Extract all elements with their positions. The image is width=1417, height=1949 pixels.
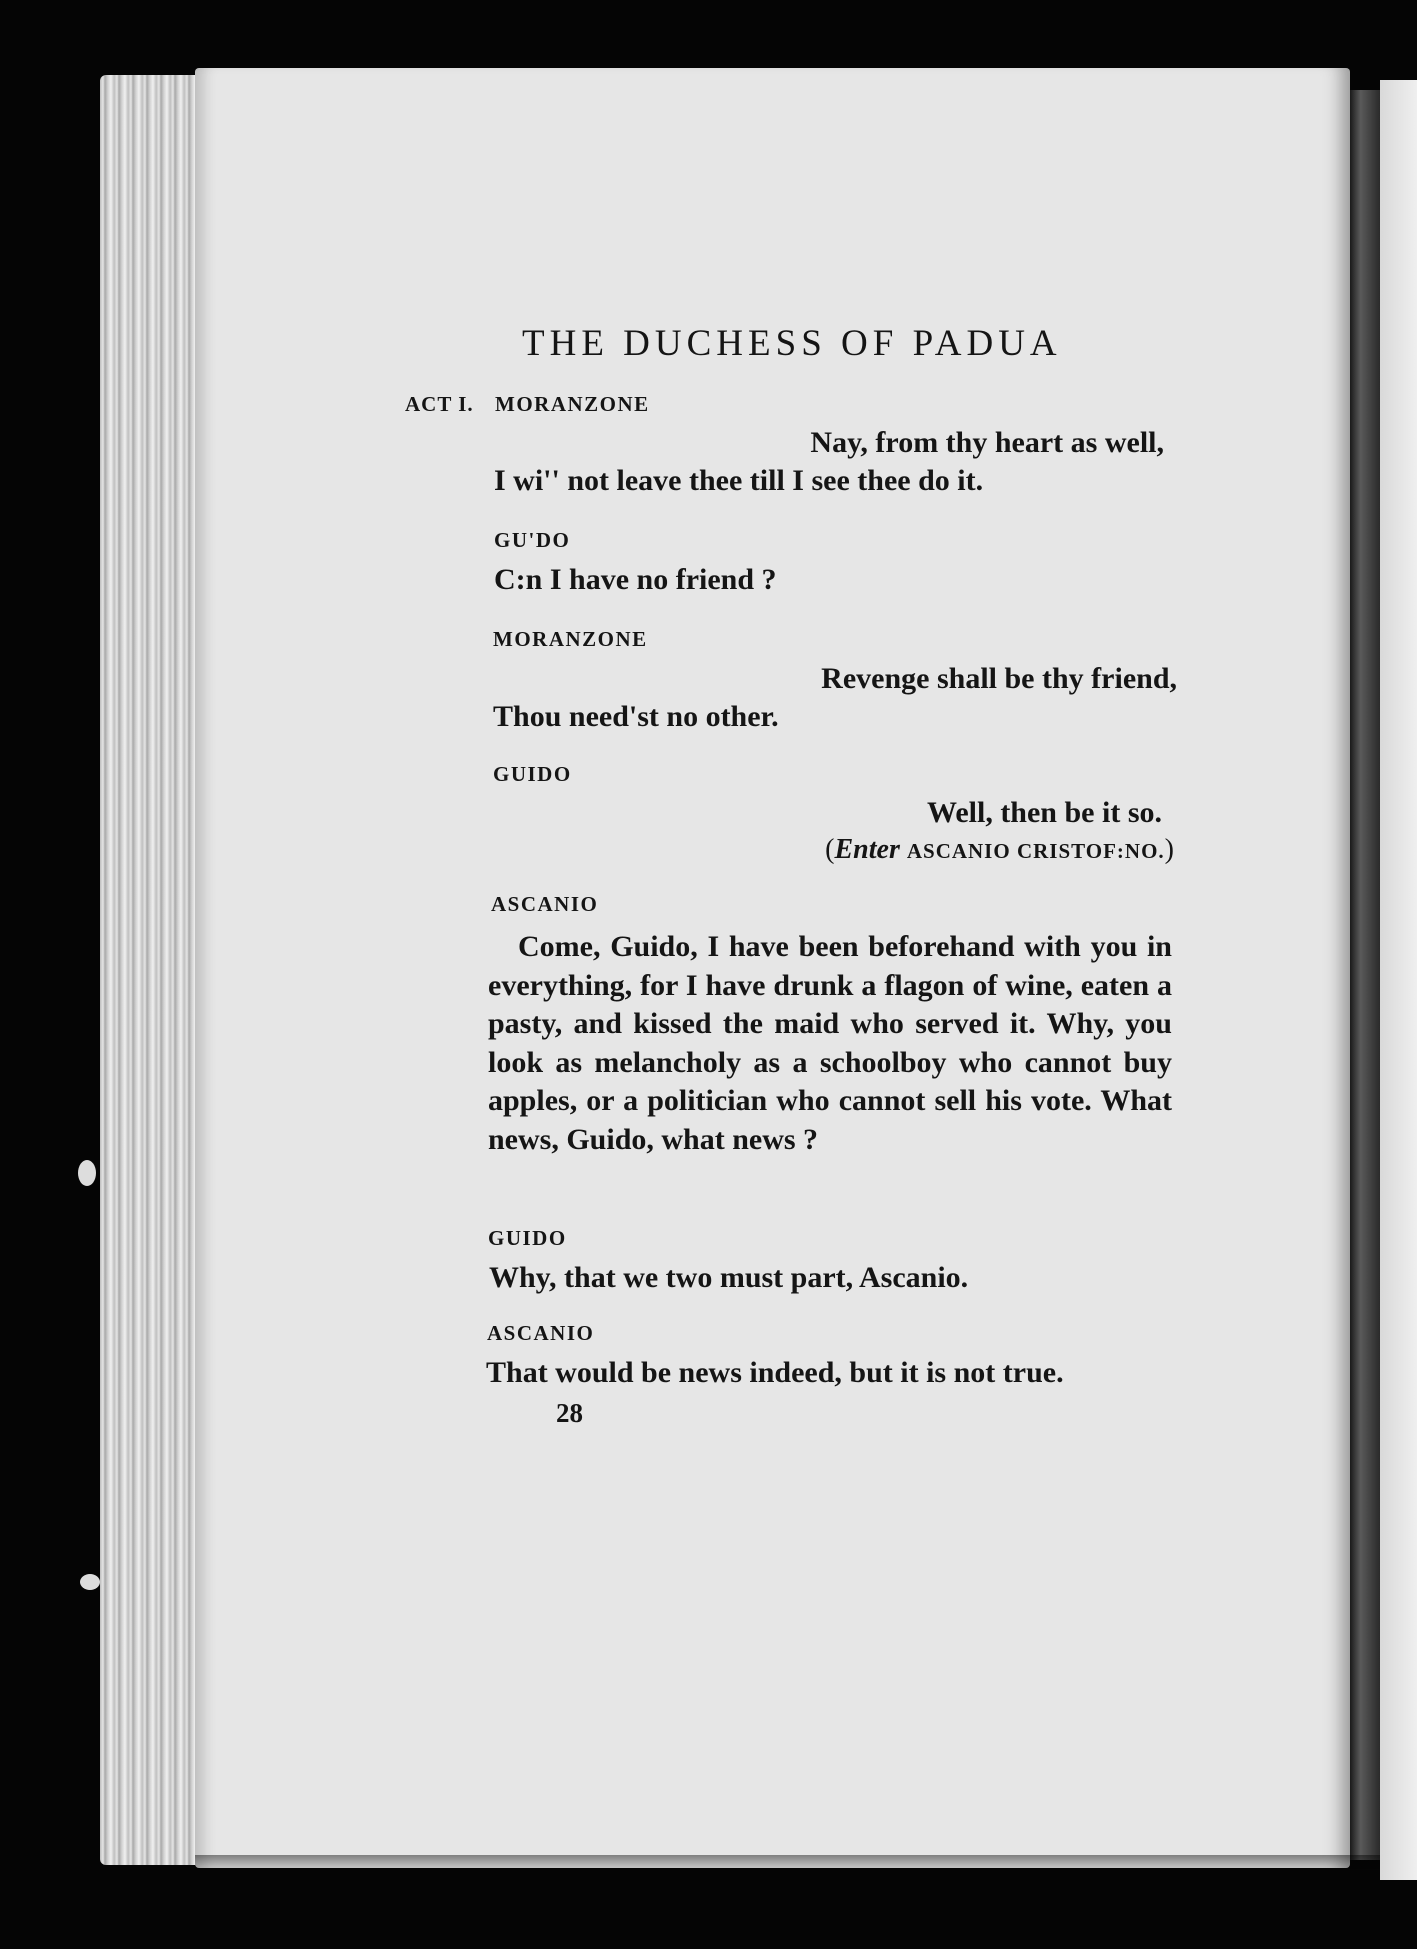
page-bottom-shadow	[195, 1855, 1380, 1873]
prose-paragraph: Come, Guido, I have been beforehand with you in everything, for I have drunk a flagon of wine, eaten a pasty, and kissed the maid who served it. Why, you look as melancholy as a schoolboy who cannot buy apples, or a politician who cannot sell his vote. What news, Guido, what news ?	[488, 930, 1172, 1156]
verse-line: I wi'' not leave thee till I see thee do it.	[494, 464, 984, 497]
verse-line: Why, that we two must part, Ascanio.	[489, 1261, 969, 1294]
verse-line: That would be news indeed, but it is not true.	[486, 1356, 1064, 1389]
verse-line: Revenge shall be thy friend,	[821, 662, 1177, 695]
stage-direction-names: ASCANIO CRISTOF:NO.	[906, 839, 1165, 863]
scan-speck	[78, 1160, 96, 1186]
speaker-name: GUIDO	[493, 762, 572, 786]
speaker-name: ASCANIO	[487, 1321, 595, 1345]
speaker-name: GUIDO	[488, 1226, 567, 1250]
speaker-name: GU'DO	[494, 528, 571, 552]
verse-line: Well, then be it so.	[926, 796, 1162, 829]
scan-speck	[80, 1574, 100, 1590]
stage-direction-verb: Enter	[834, 834, 900, 865]
stage-direction	[825, 834, 1174, 866]
stage-direction-close: )	[1164, 834, 1174, 865]
page-number: 28	[556, 1398, 583, 1428]
stage-direction-open: (	[825, 834, 835, 865]
speaker-name: ASCANIO	[491, 892, 599, 916]
speaker-name: MORANZONE	[495, 392, 650, 416]
facing-page-gutter	[1350, 90, 1380, 1860]
verse-line: C:n I have no friend ?	[494, 563, 777, 596]
facing-page-edge	[1380, 80, 1417, 1880]
act-label: ACT I.	[405, 392, 474, 416]
running-head: THE DUCHESS OF PADUA	[522, 323, 1062, 364]
prose-speech	[488, 928, 1172, 1159]
verse-line: Thou need'st no other.	[493, 700, 779, 733]
speaker-name: MORANZONE	[493, 627, 648, 651]
book-page-edges	[100, 75, 210, 1865]
verse-line: Nay, from thy heart as well,	[810, 426, 1164, 459]
